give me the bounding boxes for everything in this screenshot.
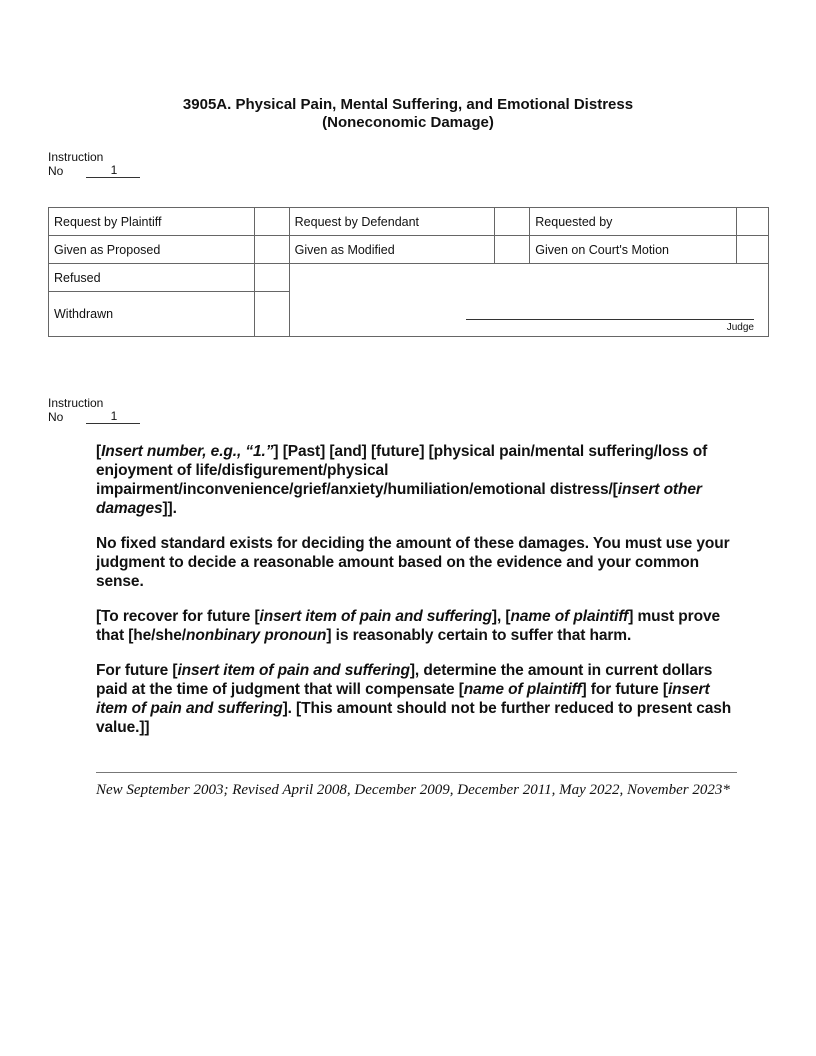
text: ]]. xyxy=(162,500,177,517)
text: For future [ xyxy=(96,662,178,679)
text: [ xyxy=(96,443,102,460)
placeholder-text: insert item of pain and suffering xyxy=(96,681,710,717)
judge-signature-area xyxy=(289,264,768,337)
table-row xyxy=(49,208,769,236)
placeholder-text: name of plaintiff xyxy=(510,608,629,625)
document-title xyxy=(0,96,816,132)
placeholder-text: insert item of pain and suffering xyxy=(259,608,492,625)
given-as-modified-checkbox[interactable] xyxy=(495,236,530,264)
given-as-proposed-label: Given as Proposed xyxy=(49,236,255,264)
request-by-plaintiff-label: Request by Plaintiff xyxy=(49,208,255,236)
text: ], determine the amount in current dollars paid at the time of judgment that will compensate [ xyxy=(96,662,713,698)
text: ]. [This amount should not be further reduced to present cash value.]] xyxy=(96,700,732,736)
instruction-number-block-bottom xyxy=(48,396,140,424)
request-by-plaintiff-checkbox[interactable] xyxy=(254,208,289,236)
given-on-courts-motion-label: Given on Court's Motion xyxy=(530,236,737,264)
placeholder-text: insert other damages xyxy=(96,481,702,517)
paragraph-future-recovery xyxy=(96,607,736,645)
given-as-modified-label: Given as Modified xyxy=(289,236,495,264)
table-row xyxy=(49,236,769,264)
placeholder-text: Insert number, e.g., “1.” xyxy=(101,443,274,460)
instruction-number-field[interactable]: 1 xyxy=(86,410,140,424)
placeholder-text: insert item of pain and suffering xyxy=(177,662,410,679)
requested-by-checkbox[interactable] xyxy=(737,208,769,236)
text: [To recover for future [ xyxy=(96,608,260,625)
request-by-defendant-checkbox[interactable] xyxy=(495,208,530,236)
instruction-label: Instruction xyxy=(48,396,104,410)
section-divider xyxy=(96,772,737,773)
instruction-number-block-top xyxy=(48,150,140,178)
table-row xyxy=(49,264,769,292)
text: ], [ xyxy=(491,608,511,625)
given-on-courts-motion-checkbox[interactable] xyxy=(737,236,769,264)
placeholder-text: name of plaintiff xyxy=(463,681,582,698)
withdrawn-checkbox[interactable] xyxy=(254,292,289,337)
text: ] is reasonably certain to suffer that harm. xyxy=(326,627,632,644)
text: ] [Past] [and] [future] [physical pain/mental suffering/loss of enjoyment of life/disfigurement/physical impairment/inconvenience/grief/anxiety/humiliation/emotional distress/[ xyxy=(96,443,708,498)
request-disposition-table xyxy=(48,207,769,337)
refused-checkbox[interactable] xyxy=(254,264,289,292)
title-line-2: (Noneconomic Damage) xyxy=(322,114,494,131)
withdrawn-label: Withdrawn xyxy=(49,292,255,337)
judge-label: Judge xyxy=(726,322,754,333)
refused-label: Refused xyxy=(49,264,255,292)
title-line-1: 3905A. Physical Pain, Mental Suffering, and Emotional Distress xyxy=(182,96,634,113)
paragraph-no-fixed-standard: No fixed standard exists for deciding the amount of these damages. You must use your judgment to decide a reasonable amount based on the evidence and your common sense. xyxy=(96,535,730,590)
text: ] must prove that [he/she/ xyxy=(96,608,721,644)
instruction-body xyxy=(96,442,736,753)
requested-by-label: Requested by xyxy=(530,208,737,236)
text: ] for future [ xyxy=(581,681,668,698)
given-as-proposed-checkbox[interactable] xyxy=(254,236,289,264)
placeholder-text: nonbinary pronoun xyxy=(186,627,327,644)
no-label: No xyxy=(48,164,64,178)
paragraph-damages-list xyxy=(96,442,736,518)
no-label: No xyxy=(48,410,64,424)
revision-history: New September 2003; Revised April 2008, December 2009, December 2011, May 2022, November 2023* xyxy=(96,782,730,798)
instruction-label: Instruction xyxy=(48,150,104,164)
judge-signature-line[interactable] xyxy=(466,319,754,320)
instruction-number-field[interactable]: 1 xyxy=(86,164,140,178)
paragraph-current-dollars xyxy=(96,661,736,737)
request-by-defendant-label: Request by Defendant xyxy=(289,208,495,236)
